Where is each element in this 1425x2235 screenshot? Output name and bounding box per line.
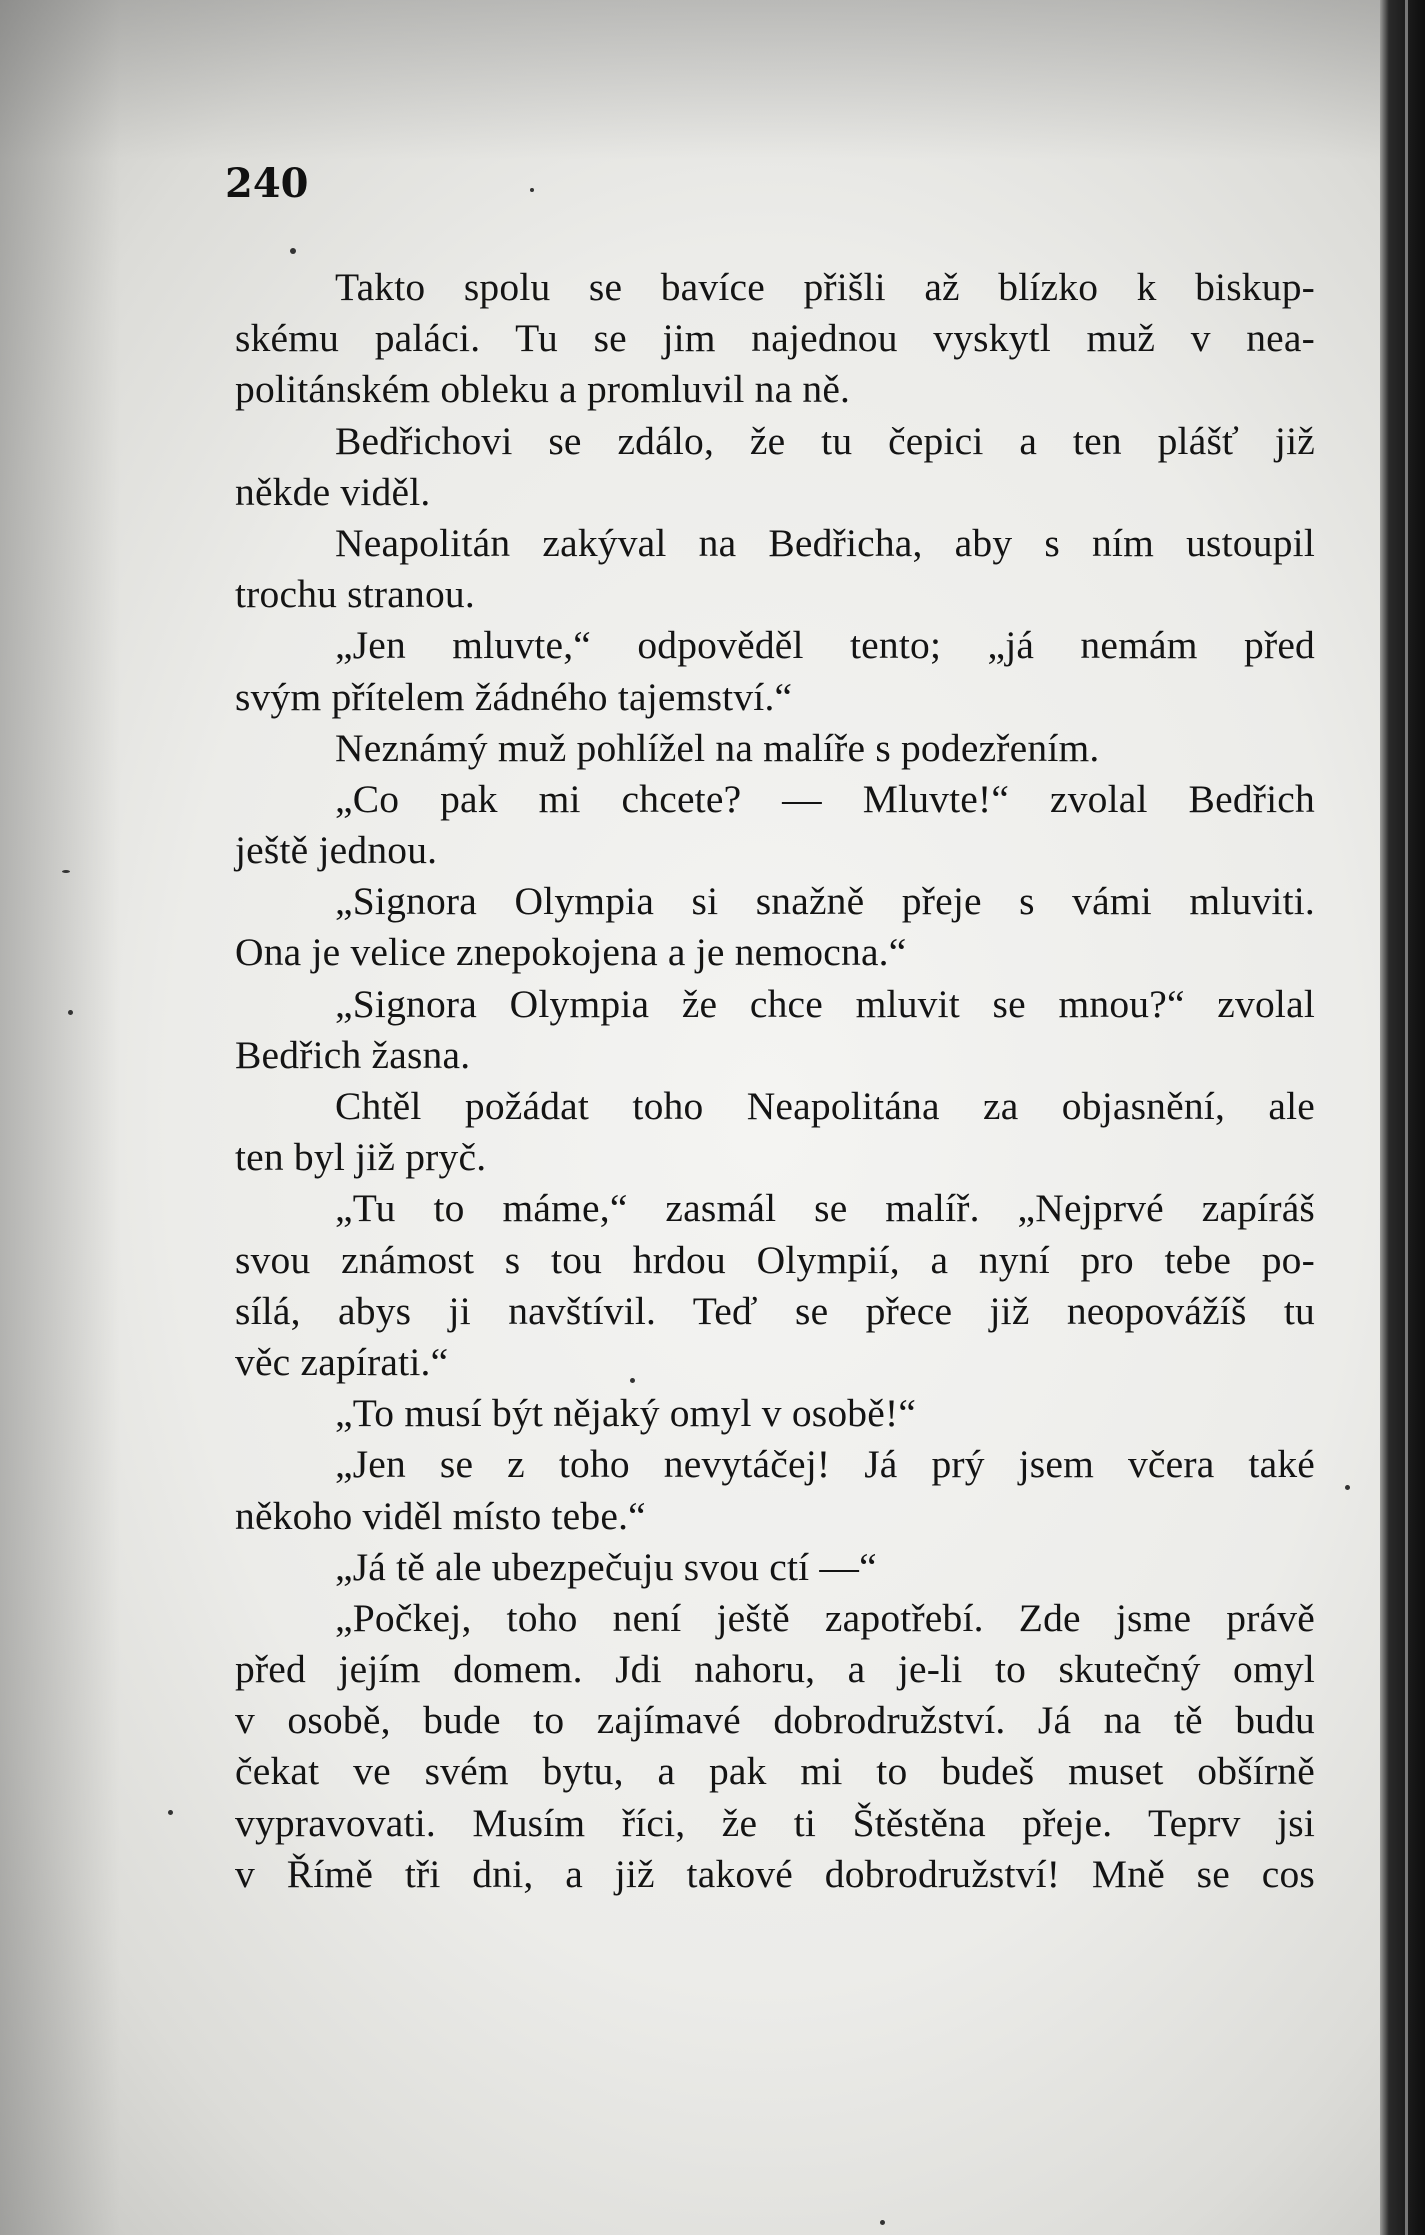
scan-speck: [530, 188, 534, 192]
text-line: vypravovati. Musím říci, že ti Štěstěna přeje. Teprv jsi: [235, 1800, 1315, 1845]
text-line: Neapolitán zakýval na Bedřicha, aby s ním ustoupil: [335, 520, 1315, 565]
text-line: někde viděl.: [235, 469, 431, 514]
text-line: Takto spolu se bavíce přišli až blízko k biskup-: [335, 265, 1315, 309]
text-line: „Signora Olympia že chce mluvit se mnou?“ zvolal: [335, 981, 1315, 1026]
text-line: sílá, abys ji navštívil. Teď se přece již neopovážíš tu: [235, 1288, 1315, 1333]
text-line: věc zapírati.“: [235, 1339, 449, 1384]
text-line: Chtěl požádat toho Neapolitána za objasnění, ale: [335, 1084, 1315, 1128]
text-line: ještě jednou.: [235, 828, 438, 873]
text-line: „Počkej, toho není ještě zapotřebí. Zde jsme právě: [335, 1595, 1315, 1640]
scan-speck: [630, 1378, 635, 1383]
text-line: „To musí být nějaký omyl v osobě!“: [335, 1391, 917, 1436]
text-line: před jejím domem. Jdi nahoru, a je-li to skutečný omyl: [235, 1647, 1315, 1692]
text-line: svým přítelem žádného tajemství.“: [235, 674, 793, 719]
text-line: trochu stranou.: [235, 572, 475, 617]
page-edge-shadow: [0, 0, 120, 2235]
text-line: v Římě tři dni, a již takové dobrodružství! Mně se cos: [235, 1851, 1315, 1896]
scan-speck: [1345, 1485, 1350, 1490]
text-line: ten byl již pryč.: [235, 1135, 487, 1180]
text-line: čekat ve svém bytu, a pak mi to budeš muset obšírně: [235, 1749, 1315, 1794]
page-number: 240: [225, 160, 309, 207]
text-line: „Signora Olympia si snažně přeje s vámi mluviti.: [335, 879, 1315, 924]
text-line: „Jen se z toho nevytáčej! Já prý jsem včera také: [335, 1442, 1315, 1487]
spine-edge: [1405, 0, 1408, 2235]
text-line: „Tu to máme,“ zasmál se malíř. „Nejprvé zapíráš: [335, 1186, 1315, 1231]
text-line: „Já tě ale ubezpečuju svou ctí —“: [335, 1544, 877, 1589]
text-line: skému paláci. Tu se jim najednou vyskytl muž v nea-: [235, 316, 1315, 361]
text-line: Neznámý muž pohlížel na malíře s podezřením.: [335, 725, 1100, 770]
page-top-shadow: [0, 0, 1390, 160]
text-line: někoho viděl místo tebe.“: [235, 1493, 646, 1538]
scan-speck: [880, 2220, 885, 2225]
text-line: „Jen mluvte,“ odpověděl tento; „já nemám před: [335, 623, 1315, 668]
scan-speck: [290, 248, 296, 254]
text-line: „Co pak mi chcete? — Mluvte!“ zvolal Bedřich: [335, 776, 1315, 821]
text-line: svou známost s tou hrdou Olympií, a nyní pro tebe po-: [235, 1237, 1315, 1282]
body-text: [235, 262, 1315, 1900]
scan-speck: [62, 870, 70, 873]
text-line: v osobě, bude to zajímavé dobrodružství. Já na tě budu: [235, 1698, 1315, 1743]
book-spine: [1380, 0, 1425, 2235]
text-line: politánském obleku a promluvil na ně.: [235, 367, 851, 412]
scan-speck: [68, 1010, 73, 1015]
text-line: Bedřich žasna.: [235, 1032, 471, 1077]
text-line: Ona je velice znepokojena a je nemocna.“: [235, 930, 907, 975]
text-line: Bedřichovi se zdálo, že tu čepici a ten plášť již: [335, 418, 1315, 463]
scan-speck: [168, 1810, 173, 1815]
